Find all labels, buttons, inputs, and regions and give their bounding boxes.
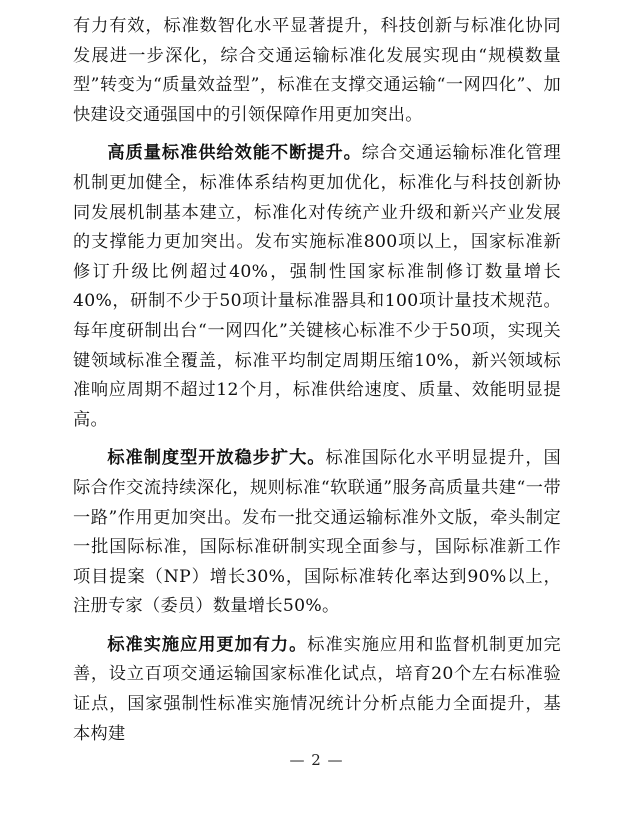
paragraph-text: 综合交通运输标准化管理机制更加健全，标准体系结构更加优化，标准化与科技创新协同发展机制基本建立，标准化对传统产业升级和新兴产业发展的支撑能力更加突出。发布实施标准800项以上，国家标准新修订升级比例超过40%，强制性国家标准制修订数量增长40%，研制不少于50项计量标准器具和100项计量技术规范。每年度研制出台“一网四化”关键核心标准不少于50项，实现关键领域标准全覆盖，标准平均制定周期压缩10%，新兴领域标准响应周期不超过12个月，标准供给速度、质量、效能明显提高。 xyxy=(73,143,561,430)
paragraph-lead-sentence: 标准实施应用更加有力。 xyxy=(107,634,308,655)
paragraph-text: 标准国际化水平明显提升，国际合作交流持续深化，规则标准“软联通”服务高质量共建“一带一路”作用更加突出。发布一批交通运输标准外文版，牵头制定一批国际标准，国际标准研制实现全面参与，国际标准新工作项目提案（NP）增长30%，国际标准转化率达到90%以上，注册专家（委员）数量增长50%。 xyxy=(73,448,561,617)
paragraph-lead-sentence: 标准制度型开放稳步扩大。 xyxy=(107,448,326,469)
paragraph-institutional-opening xyxy=(73,444,561,622)
paragraph-lead-sentence: 高质量标准供给效能不断提升。 xyxy=(107,143,362,164)
paragraph-text: 有力有效，标准数智化水平显著提升，科技创新与标准化协同发展进一步深化，综合交通运输标准化发展实现由“规模数量型”转变为“质量效益型”，标准在支撑交通运输“一网四化”、加快建设交通强国中的引领保障作用更加突出。 xyxy=(73,16,561,125)
paragraph-text: 标准实施应用和监督机制更加完善，设立百项交通运输国家标准化试点，培育20个左右标准验证点，国家强制性标准实施情况统计分析点能力全面提升，基本构建 xyxy=(73,634,561,744)
paragraph-continuation xyxy=(73,12,561,130)
document-body xyxy=(73,12,561,758)
paragraph-implementation xyxy=(73,631,561,749)
paragraph-standard-supply xyxy=(73,139,561,435)
page-number: — 2 — xyxy=(289,751,344,769)
